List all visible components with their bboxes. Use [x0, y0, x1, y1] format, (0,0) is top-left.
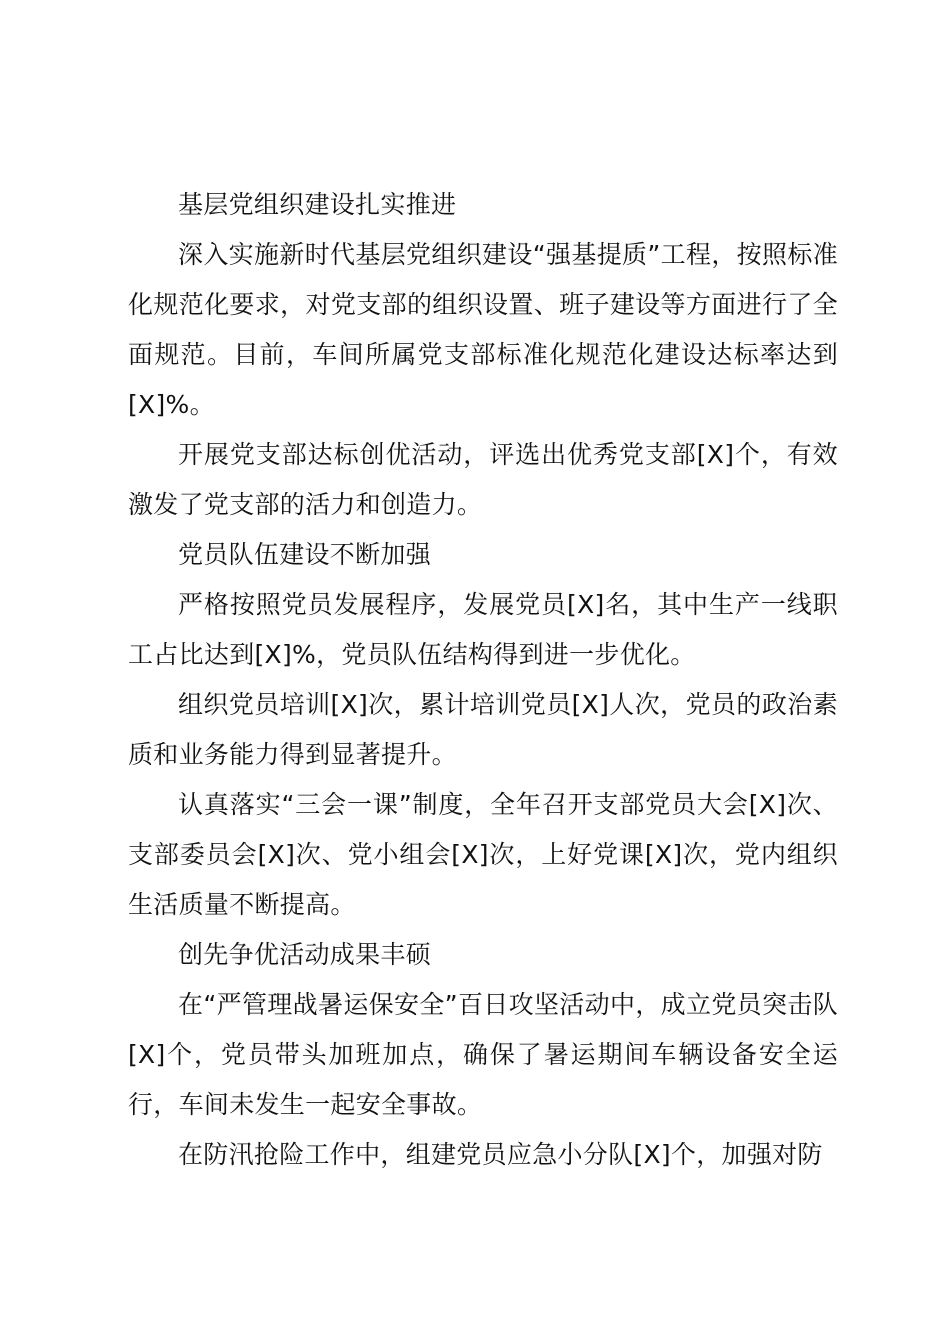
- paragraph: 开展党支部达标创优活动，评选出优秀党支部[X]个，有效激发了党支部的活力和创造力。: [128, 440, 838, 519]
- section-heading: 创先争优活动成果丰硕: [178, 940, 432, 969]
- paragraph: 在防汛抢险工作中，组建党员应急小分队[X]个，加强对防: [178, 1140, 823, 1169]
- paragraph: 组织党员培训[X]次，累计培训党员[X]人次，党员的政治素质和业务能力得到显著提升。: [128, 690, 838, 769]
- section-heading: 党员队伍建设不断加强: [178, 540, 432, 569]
- paragraph: 在“严管理战暑运保安全”百日攻坚活动中，成立党员突击队[X]个，党员带头加班加点，确保了暑运期间车辆设备安全运行，车间未发生一起安全事故。: [128, 990, 838, 1119]
- paragraph: 认真落实“三会一课”制度，全年召开支部党员大会[X]次、支部委员会[X]次、党小组会[X]次，上好党课[X]次，党内组织生活质量不断提高。: [128, 790, 838, 919]
- paragraph: 严格按照党员发展程序，发展党员[X]名，其中生产一线职工占比达到[X]%，党员队伍结构得到进一步优化。: [128, 590, 838, 669]
- document-body: [128, 180, 838, 1180]
- paragraph: 深入实施新时代基层党组织建设“强基提质”工程，按照标准化规范化要求，对党支部的组织设置、班子建设等方面进行了全面规范。目前，车间所属党支部标准化规范化建设达标率达到[X]%。: [128, 240, 838, 419]
- section-heading: 基层党组织建设扎实推进: [178, 190, 457, 219]
